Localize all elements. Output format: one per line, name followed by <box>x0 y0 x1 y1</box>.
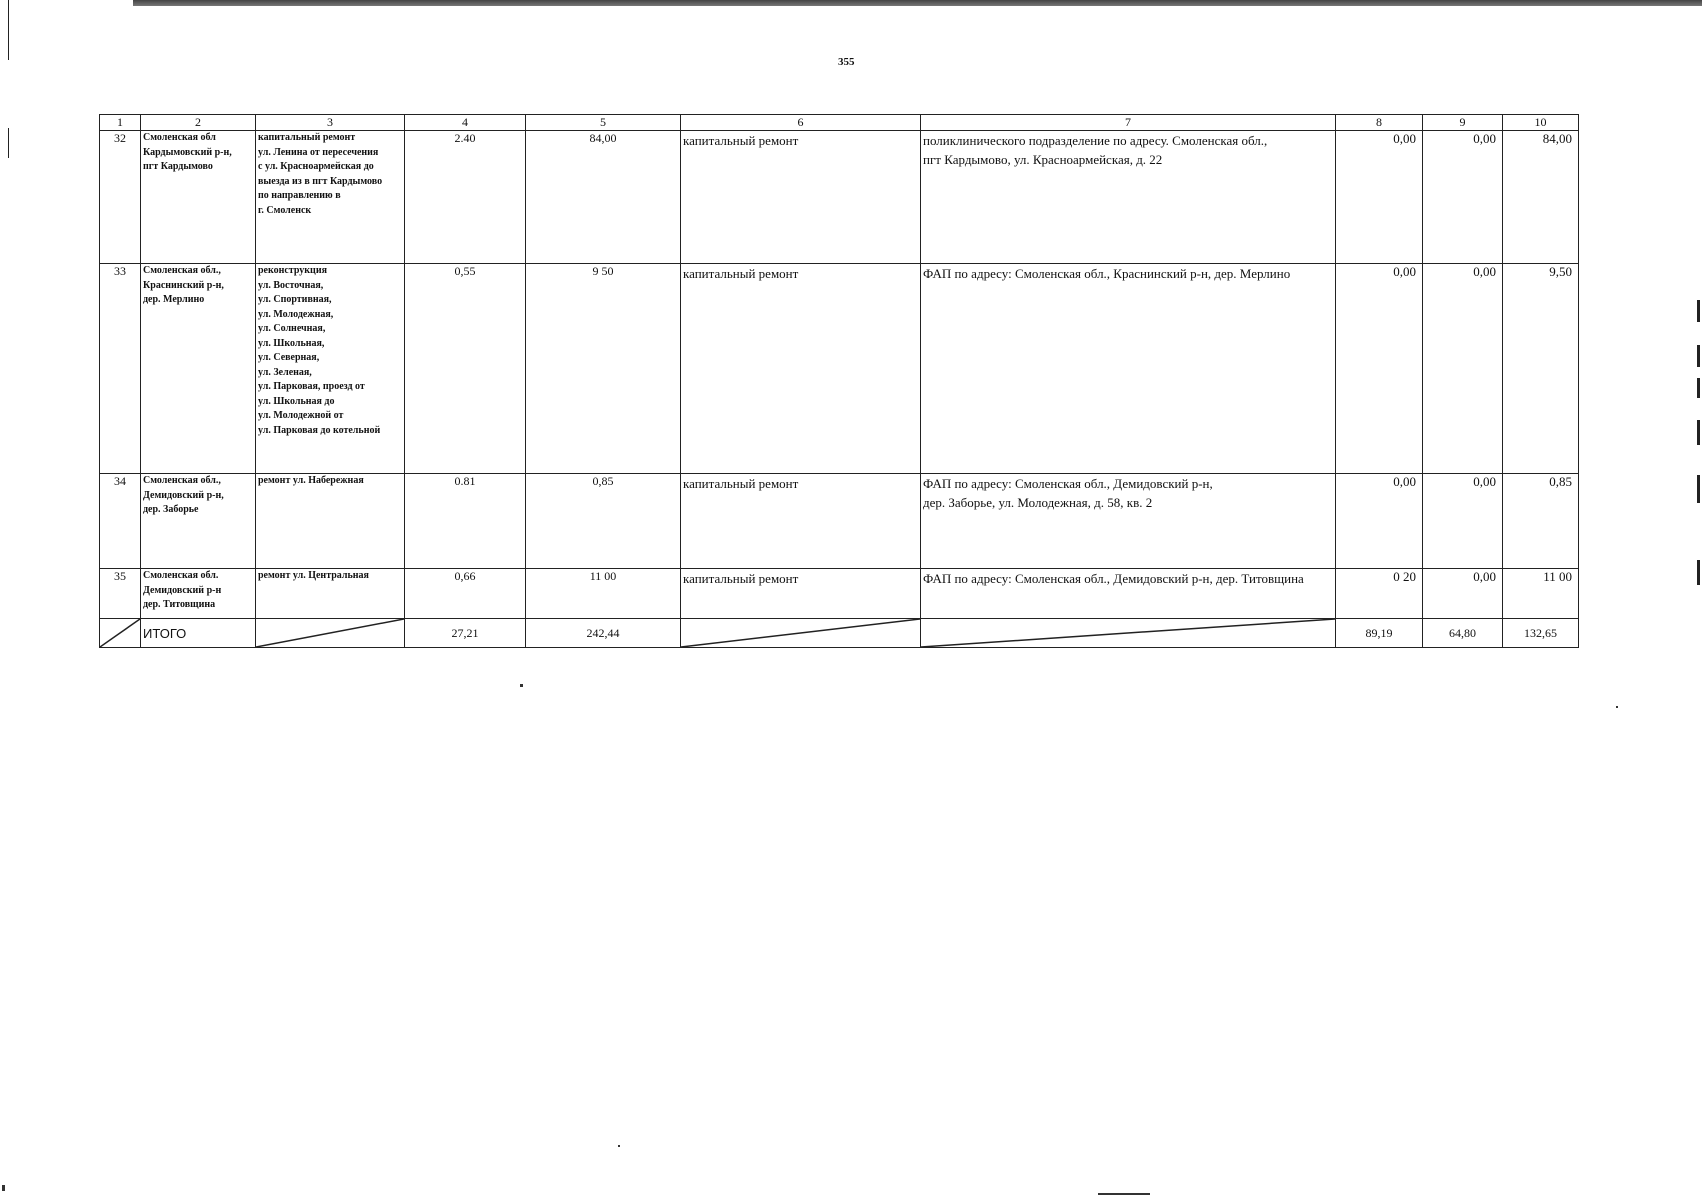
address-line: дер. Заборье, ул. Молодежная, д. 58, кв. 2 <box>923 495 1153 510</box>
value-col10: 0,85 <box>1503 474 1579 569</box>
row-number: 32 <box>100 131 141 264</box>
column-number-row <box>100 115 1579 131</box>
value-col8: 0,00 <box>1336 131 1423 264</box>
scan-margin-mark <box>8 128 9 158</box>
description-line: ул. Северная, <box>258 352 320 363</box>
description-line: ул. Солнечная, <box>258 323 326 334</box>
column-header: 9 <box>1423 115 1503 131</box>
description-line: ул. Ленина от пересечения <box>258 146 379 158</box>
total-label: ИТОГО <box>141 619 256 648</box>
scan-margin-mark <box>1697 300 1700 322</box>
total-col10: 132,65 <box>1503 619 1579 648</box>
table-row <box>100 131 1579 264</box>
address-cell <box>921 131 1336 264</box>
description-cell <box>256 474 405 569</box>
total-col5: 242,44 <box>526 619 681 648</box>
description-line: выезда из в пгт Кардымово <box>258 175 383 187</box>
scan-margin-mark <box>1697 420 1700 445</box>
location-line: Демидовский р-н, <box>143 489 224 501</box>
description-line: ул. Спортивная, <box>258 294 332 305</box>
value-col5: 0,85 <box>526 474 681 569</box>
work-type: капитальный ремонт <box>681 264 921 474</box>
scan-margin-mark <box>1697 475 1700 503</box>
description-line: ул. Парковая до котельной <box>258 424 381 436</box>
page-number: 355 <box>838 56 855 68</box>
row-number: 34 <box>100 474 141 569</box>
description-line: г. Смоленск <box>258 204 312 216</box>
scan-margin-mark <box>8 0 9 60</box>
address-line: ФАП по адресу: Смоленская обл., Демидовский р-н, дер. Титовщина <box>923 571 1304 586</box>
crossed-out-cell <box>681 619 921 648</box>
description-line: ул. Молодежной от <box>258 410 344 421</box>
description-line: ул. Молодежная, <box>258 308 334 320</box>
value-col10: 9,50 <box>1503 264 1579 474</box>
description-line: ремонт ул. Набережная <box>258 475 364 486</box>
location-cell <box>141 569 256 619</box>
total-col8: 89,19 <box>1336 619 1423 648</box>
column-header: 4 <box>405 115 526 131</box>
address-cell <box>921 264 1336 474</box>
location-line: Смоленская обл <box>143 132 216 143</box>
column-header: 5 <box>526 115 681 131</box>
scan-margin-mark <box>1697 345 1700 367</box>
description-line: ул. Школьная, <box>258 337 325 349</box>
column-header: 6 <box>681 115 921 131</box>
location-line: пгт Кардымово <box>143 161 213 172</box>
diagonal-line-icon <box>681 619 920 647</box>
diagonal-line-icon <box>256 619 404 647</box>
description-line: ул. Школьная до <box>258 395 335 407</box>
value-col10: 11 00 <box>1503 569 1579 619</box>
table-row <box>100 569 1579 619</box>
value-col4: 0,55 <box>405 264 526 474</box>
address-line: поликлинического подразделение по адресу. Смоленская обл., <box>923 133 1268 148</box>
location-line: дер. Мерлино <box>143 294 205 305</box>
value-col8: 0,00 <box>1336 264 1423 474</box>
crossed-out-cell <box>256 619 405 648</box>
address-cell <box>921 569 1336 619</box>
address-line: пгт Кардымово, ул. Красноармейская, д. 22 <box>923 152 1163 167</box>
value-col8: 0 20 <box>1336 569 1423 619</box>
scan-margin-mark <box>1697 378 1700 398</box>
value-col5: 9 50 <box>526 264 681 474</box>
value-col5: 84,00 <box>526 131 681 264</box>
column-header: 10 <box>1503 115 1579 131</box>
description-line: ул. Зеленая, <box>258 366 312 378</box>
column-header: 1 <box>100 115 141 131</box>
value-col9: 0,00 <box>1423 474 1503 569</box>
description-line: капитальный ремонт <box>258 132 356 143</box>
description-line: реконструкция <box>258 265 327 276</box>
value-col8: 0,00 <box>1336 474 1423 569</box>
value-col4: 0,66 <box>405 569 526 619</box>
top-border-line <box>133 0 1702 6</box>
description-cell <box>256 131 405 264</box>
location-line: Смоленская обл. <box>143 570 219 581</box>
diagonal-line-icon <box>921 619 1335 647</box>
column-header: 7 <box>921 115 1336 131</box>
table-row <box>100 264 1579 474</box>
value-col5: 11 00 <box>526 569 681 619</box>
row-number: 35 <box>100 569 141 619</box>
description-line: ул. Восточная, <box>258 279 324 291</box>
description-cell <box>256 569 405 619</box>
location-cell <box>141 131 256 264</box>
address-cell <box>921 474 1336 569</box>
crossed-out-cell <box>100 619 141 648</box>
work-type: капитальный ремонт <box>681 569 921 619</box>
address-line: ФАП по адресу: Смоленская обл., Краснинский р-н, дер. Мерлино <box>923 266 1291 281</box>
total-col9: 64,80 <box>1423 619 1503 648</box>
total-col4: 27,21 <box>405 619 526 648</box>
value-col4: 0.81 <box>405 474 526 569</box>
diagonal-line-icon <box>100 619 140 647</box>
scan-speck <box>2 1185 5 1191</box>
address-line: ФАП по адресу: Смоленская обл., Демидовский р-н, <box>923 476 1213 491</box>
value-col4: 2.40 <box>405 131 526 264</box>
location-line: Краснинский р-н, <box>143 279 224 291</box>
description-line: ремонт ул. Центральная <box>258 570 369 581</box>
location-line: Демидовский р-н <box>143 584 222 596</box>
crossed-out-cell <box>921 619 1336 648</box>
column-header: 2 <box>141 115 256 131</box>
description-line: с ул. Красноармейская до <box>258 161 374 172</box>
location-line: Смоленская обл., <box>143 475 221 486</box>
value-col10: 84,00 <box>1503 131 1579 264</box>
work-type: капитальный ремонт <box>681 131 921 264</box>
work-type: капитальный ремонт <box>681 474 921 569</box>
scan-speck <box>1616 706 1618 708</box>
location-line: дер. Титовщина <box>143 599 216 610</box>
total-row <box>100 619 1579 648</box>
scan-speck <box>618 1145 620 1147</box>
works-table <box>99 114 1579 648</box>
value-col9: 0,00 <box>1423 569 1503 619</box>
description-line: по направлению в <box>258 190 341 201</box>
description-line: ул. Парковая, проезд от <box>258 381 365 392</box>
table-row <box>100 474 1579 569</box>
value-col9: 0,00 <box>1423 131 1503 264</box>
scan-speck <box>520 684 523 687</box>
location-line: Кардымовский р-н, <box>143 146 232 158</box>
column-header: 8 <box>1336 115 1423 131</box>
location-line: Смоленская обл., <box>143 265 221 276</box>
scan-speck <box>1098 1193 1150 1195</box>
location-line: дер. Заборье <box>143 504 199 515</box>
value-col9: 0,00 <box>1423 264 1503 474</box>
location-cell <box>141 474 256 569</box>
location-cell <box>141 264 256 474</box>
row-number: 33 <box>100 264 141 474</box>
description-cell <box>256 264 405 474</box>
scan-margin-mark <box>1697 560 1700 585</box>
column-header: 3 <box>256 115 405 131</box>
